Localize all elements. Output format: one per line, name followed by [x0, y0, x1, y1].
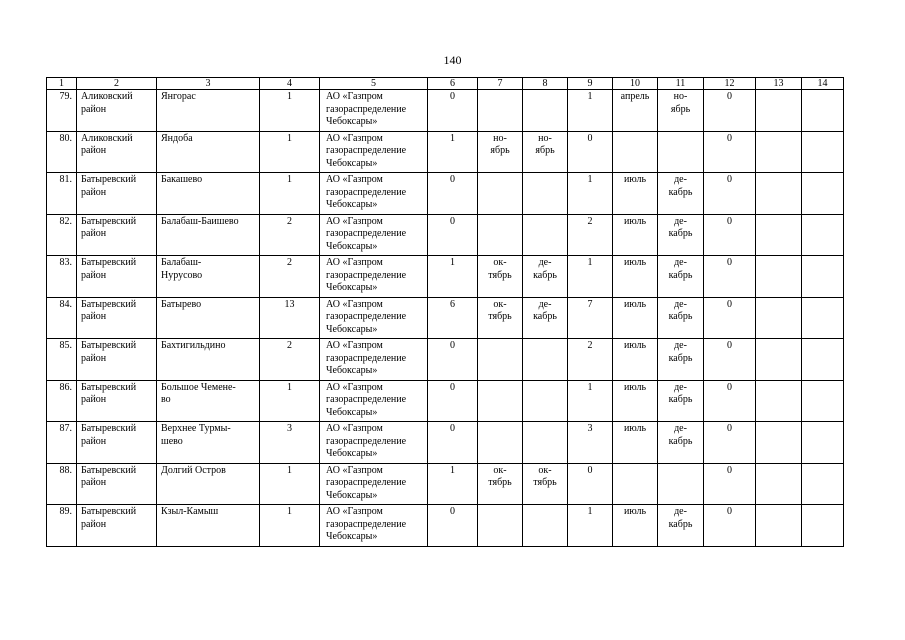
column-number-14: 14	[802, 78, 844, 90]
col9-cell: 0	[568, 463, 613, 505]
col10-cell: июль	[613, 297, 658, 339]
col7-cell	[478, 380, 523, 422]
settlement-cell: Большое Чемене- во	[157, 380, 260, 422]
table-row	[47, 463, 844, 505]
district-cell: Аликовский район	[77, 131, 157, 173]
col9-cell: 1	[568, 173, 613, 215]
col11-cell: де- кабрь	[658, 380, 704, 422]
table-row	[47, 297, 844, 339]
col7-cell: ок- тябрь	[478, 463, 523, 505]
settlement-cell: Балабаш-Баишево	[157, 214, 260, 256]
col10-cell: июль	[613, 256, 658, 298]
district-cell: Батыревский район	[77, 173, 157, 215]
table-row	[47, 256, 844, 298]
col13-cell	[756, 505, 802, 547]
column-number-header	[47, 78, 844, 90]
col14-cell	[802, 380, 844, 422]
count-cell: 1	[260, 173, 320, 215]
col6-cell: 0	[428, 339, 478, 381]
col12-cell: 0	[704, 380, 756, 422]
col11-cell: де- кабрь	[658, 505, 704, 547]
col6-cell: 1	[428, 256, 478, 298]
district-cell: Батыревский район	[77, 256, 157, 298]
settlement-cell: Долгий Остров	[157, 463, 260, 505]
col8-cell	[523, 90, 568, 132]
col11-cell	[658, 131, 704, 173]
district-cell: Батыревский район	[77, 380, 157, 422]
operator-cell: АО «Газпром газораспределение Чебоксары»	[320, 422, 428, 464]
col8-cell	[523, 380, 568, 422]
col10-cell: июль	[613, 339, 658, 381]
column-number-7: 7	[478, 78, 523, 90]
count-cell: 1	[260, 90, 320, 132]
table-row	[47, 422, 844, 464]
count-cell: 1	[260, 380, 320, 422]
col8-cell: ок- тябрь	[523, 463, 568, 505]
col13-cell	[756, 214, 802, 256]
operator-cell: АО «Газпром газораспределение Чебоксары»	[320, 297, 428, 339]
col13-cell	[756, 173, 802, 215]
settlement-cell: Верхнее Турмы- шево	[157, 422, 260, 464]
col8-cell: де- кабрь	[523, 256, 568, 298]
col9-cell: 2	[568, 214, 613, 256]
settlement-cell: Бакашево	[157, 173, 260, 215]
col6-cell: 0	[428, 422, 478, 464]
column-number-1: 1	[47, 78, 77, 90]
col10-cell: июль	[613, 505, 658, 547]
col9-cell: 3	[568, 422, 613, 464]
col10-cell: июль	[613, 214, 658, 256]
col6-cell: 0	[428, 380, 478, 422]
col11-cell: де- кабрь	[658, 173, 704, 215]
col11-cell: де- кабрь	[658, 256, 704, 298]
gasification-schedule-table	[46, 77, 844, 547]
col10-cell	[613, 131, 658, 173]
column-number-12: 12	[704, 78, 756, 90]
col10-cell: июль	[613, 422, 658, 464]
operator-cell: АО «Газпром газораспределение Чебоксары»	[320, 90, 428, 132]
col9-cell: 2	[568, 339, 613, 381]
column-number-5: 5	[320, 78, 428, 90]
operator-cell: АО «Газпром газораспределение Чебоксары»	[320, 173, 428, 215]
settlement-cell: Янгорас	[157, 90, 260, 132]
settlement-cell: Бахтигильдино	[157, 339, 260, 381]
col13-cell	[756, 131, 802, 173]
col7-cell	[478, 339, 523, 381]
row-number: 88.	[47, 463, 77, 505]
table-row	[47, 214, 844, 256]
row-number: 89.	[47, 505, 77, 547]
operator-cell: АО «Газпром газораспределение Чебоксары»	[320, 380, 428, 422]
count-cell: 2	[260, 339, 320, 381]
col11-cell: но- ябрь	[658, 90, 704, 132]
col12-cell: 0	[704, 505, 756, 547]
col10-cell: июль	[613, 380, 658, 422]
table-row	[47, 380, 844, 422]
col7-cell	[478, 214, 523, 256]
col11-cell: де- кабрь	[658, 297, 704, 339]
column-number-6: 6	[428, 78, 478, 90]
district-cell: Аликовский район	[77, 90, 157, 132]
col7-cell	[478, 505, 523, 547]
col12-cell: 0	[704, 463, 756, 505]
col6-cell: 0	[428, 505, 478, 547]
col9-cell: 0	[568, 131, 613, 173]
col8-cell: но- ябрь	[523, 131, 568, 173]
table-body	[47, 90, 844, 547]
row-number: 79.	[47, 90, 77, 132]
col8-cell: де- кабрь	[523, 297, 568, 339]
col12-cell: 0	[704, 214, 756, 256]
col11-cell: де- кабрь	[658, 339, 704, 381]
col7-cell: ок- тябрь	[478, 297, 523, 339]
col9-cell: 1	[568, 505, 613, 547]
col9-cell: 1	[568, 256, 613, 298]
district-cell: Батыревский район	[77, 339, 157, 381]
col6-cell: 1	[428, 463, 478, 505]
column-number-11: 11	[658, 78, 704, 90]
col6-cell: 0	[428, 173, 478, 215]
col13-cell	[756, 90, 802, 132]
row-number: 81.	[47, 173, 77, 215]
col14-cell	[802, 256, 844, 298]
table-row	[47, 505, 844, 547]
col12-cell: 0	[704, 131, 756, 173]
col14-cell	[802, 131, 844, 173]
col7-cell	[478, 173, 523, 215]
count-cell: 2	[260, 214, 320, 256]
column-number-2: 2	[77, 78, 157, 90]
col7-cell: ок- тябрь	[478, 256, 523, 298]
row-number: 87.	[47, 422, 77, 464]
col9-cell: 1	[568, 90, 613, 132]
table-row	[47, 131, 844, 173]
col14-cell	[802, 297, 844, 339]
district-cell: Батыревский район	[77, 505, 157, 547]
col13-cell	[756, 463, 802, 505]
count-cell: 1	[260, 463, 320, 505]
col10-cell: апрель	[613, 90, 658, 132]
district-cell: Батыревский район	[77, 422, 157, 464]
col12-cell: 0	[704, 297, 756, 339]
district-cell: Батыревский район	[77, 463, 157, 505]
col9-cell: 1	[568, 380, 613, 422]
col10-cell	[613, 463, 658, 505]
col14-cell	[802, 505, 844, 547]
col12-cell: 0	[704, 173, 756, 215]
col6-cell: 0	[428, 90, 478, 132]
col13-cell	[756, 339, 802, 381]
column-number-4: 4	[260, 78, 320, 90]
col8-cell	[523, 505, 568, 547]
count-cell: 1	[260, 131, 320, 173]
col6-cell: 0	[428, 214, 478, 256]
row-number: 80.	[47, 131, 77, 173]
col8-cell	[523, 422, 568, 464]
col8-cell	[523, 173, 568, 215]
col14-cell	[802, 173, 844, 215]
col6-cell: 1	[428, 131, 478, 173]
col12-cell: 0	[704, 256, 756, 298]
col11-cell: де- кабрь	[658, 422, 704, 464]
page-number: 140	[443, 53, 462, 67]
row-number: 86.	[47, 380, 77, 422]
column-number-3: 3	[157, 78, 260, 90]
col7-cell	[478, 422, 523, 464]
column-number-10: 10	[613, 78, 658, 90]
col8-cell	[523, 339, 568, 381]
settlement-cell: Батырево	[157, 297, 260, 339]
operator-cell: АО «Газпром газораспределение Чебоксары»	[320, 463, 428, 505]
count-cell: 3	[260, 422, 320, 464]
col12-cell: 0	[704, 90, 756, 132]
col14-cell	[802, 463, 844, 505]
col13-cell	[756, 297, 802, 339]
operator-cell: АО «Газпром газораспределение Чебоксары»	[320, 131, 428, 173]
settlement-cell: Кзыл-Камыш	[157, 505, 260, 547]
district-cell: Батыревский район	[77, 297, 157, 339]
col13-cell	[756, 256, 802, 298]
row-number: 85.	[47, 339, 77, 381]
district-cell: Батыревский район	[77, 214, 157, 256]
column-number-8: 8	[523, 78, 568, 90]
col12-cell: 0	[704, 339, 756, 381]
column-number-9: 9	[568, 78, 613, 90]
table-row	[47, 339, 844, 381]
col11-cell	[658, 463, 704, 505]
col7-cell	[478, 90, 523, 132]
table-row	[47, 173, 844, 215]
column-number-13: 13	[756, 78, 802, 90]
count-cell: 13	[260, 297, 320, 339]
col8-cell	[523, 214, 568, 256]
col12-cell: 0	[704, 422, 756, 464]
col13-cell	[756, 380, 802, 422]
col14-cell	[802, 214, 844, 256]
col13-cell	[756, 422, 802, 464]
count-cell: 2	[260, 256, 320, 298]
col14-cell	[802, 339, 844, 381]
operator-cell: АО «Газпром газораспределение Чебоксары»	[320, 339, 428, 381]
table-row	[47, 90, 844, 132]
settlement-cell: Балабаш- Нурусово	[157, 256, 260, 298]
operator-cell: АО «Газпром газораспределение Чебоксары»	[320, 214, 428, 256]
operator-cell: АО «Газпром газораспределение Чебоксары»	[320, 256, 428, 298]
col11-cell: де- кабрь	[658, 214, 704, 256]
col9-cell: 7	[568, 297, 613, 339]
row-number: 83.	[47, 256, 77, 298]
row-number: 84.	[47, 297, 77, 339]
col14-cell	[802, 90, 844, 132]
row-number: 82.	[47, 214, 77, 256]
col14-cell	[802, 422, 844, 464]
settlement-cell: Яндоба	[157, 131, 260, 173]
col7-cell: но- ябрь	[478, 131, 523, 173]
operator-cell: АО «Газпром газораспределение Чебоксары»	[320, 505, 428, 547]
col10-cell: июль	[613, 173, 658, 215]
count-cell: 1	[260, 505, 320, 547]
col6-cell: 6	[428, 297, 478, 339]
